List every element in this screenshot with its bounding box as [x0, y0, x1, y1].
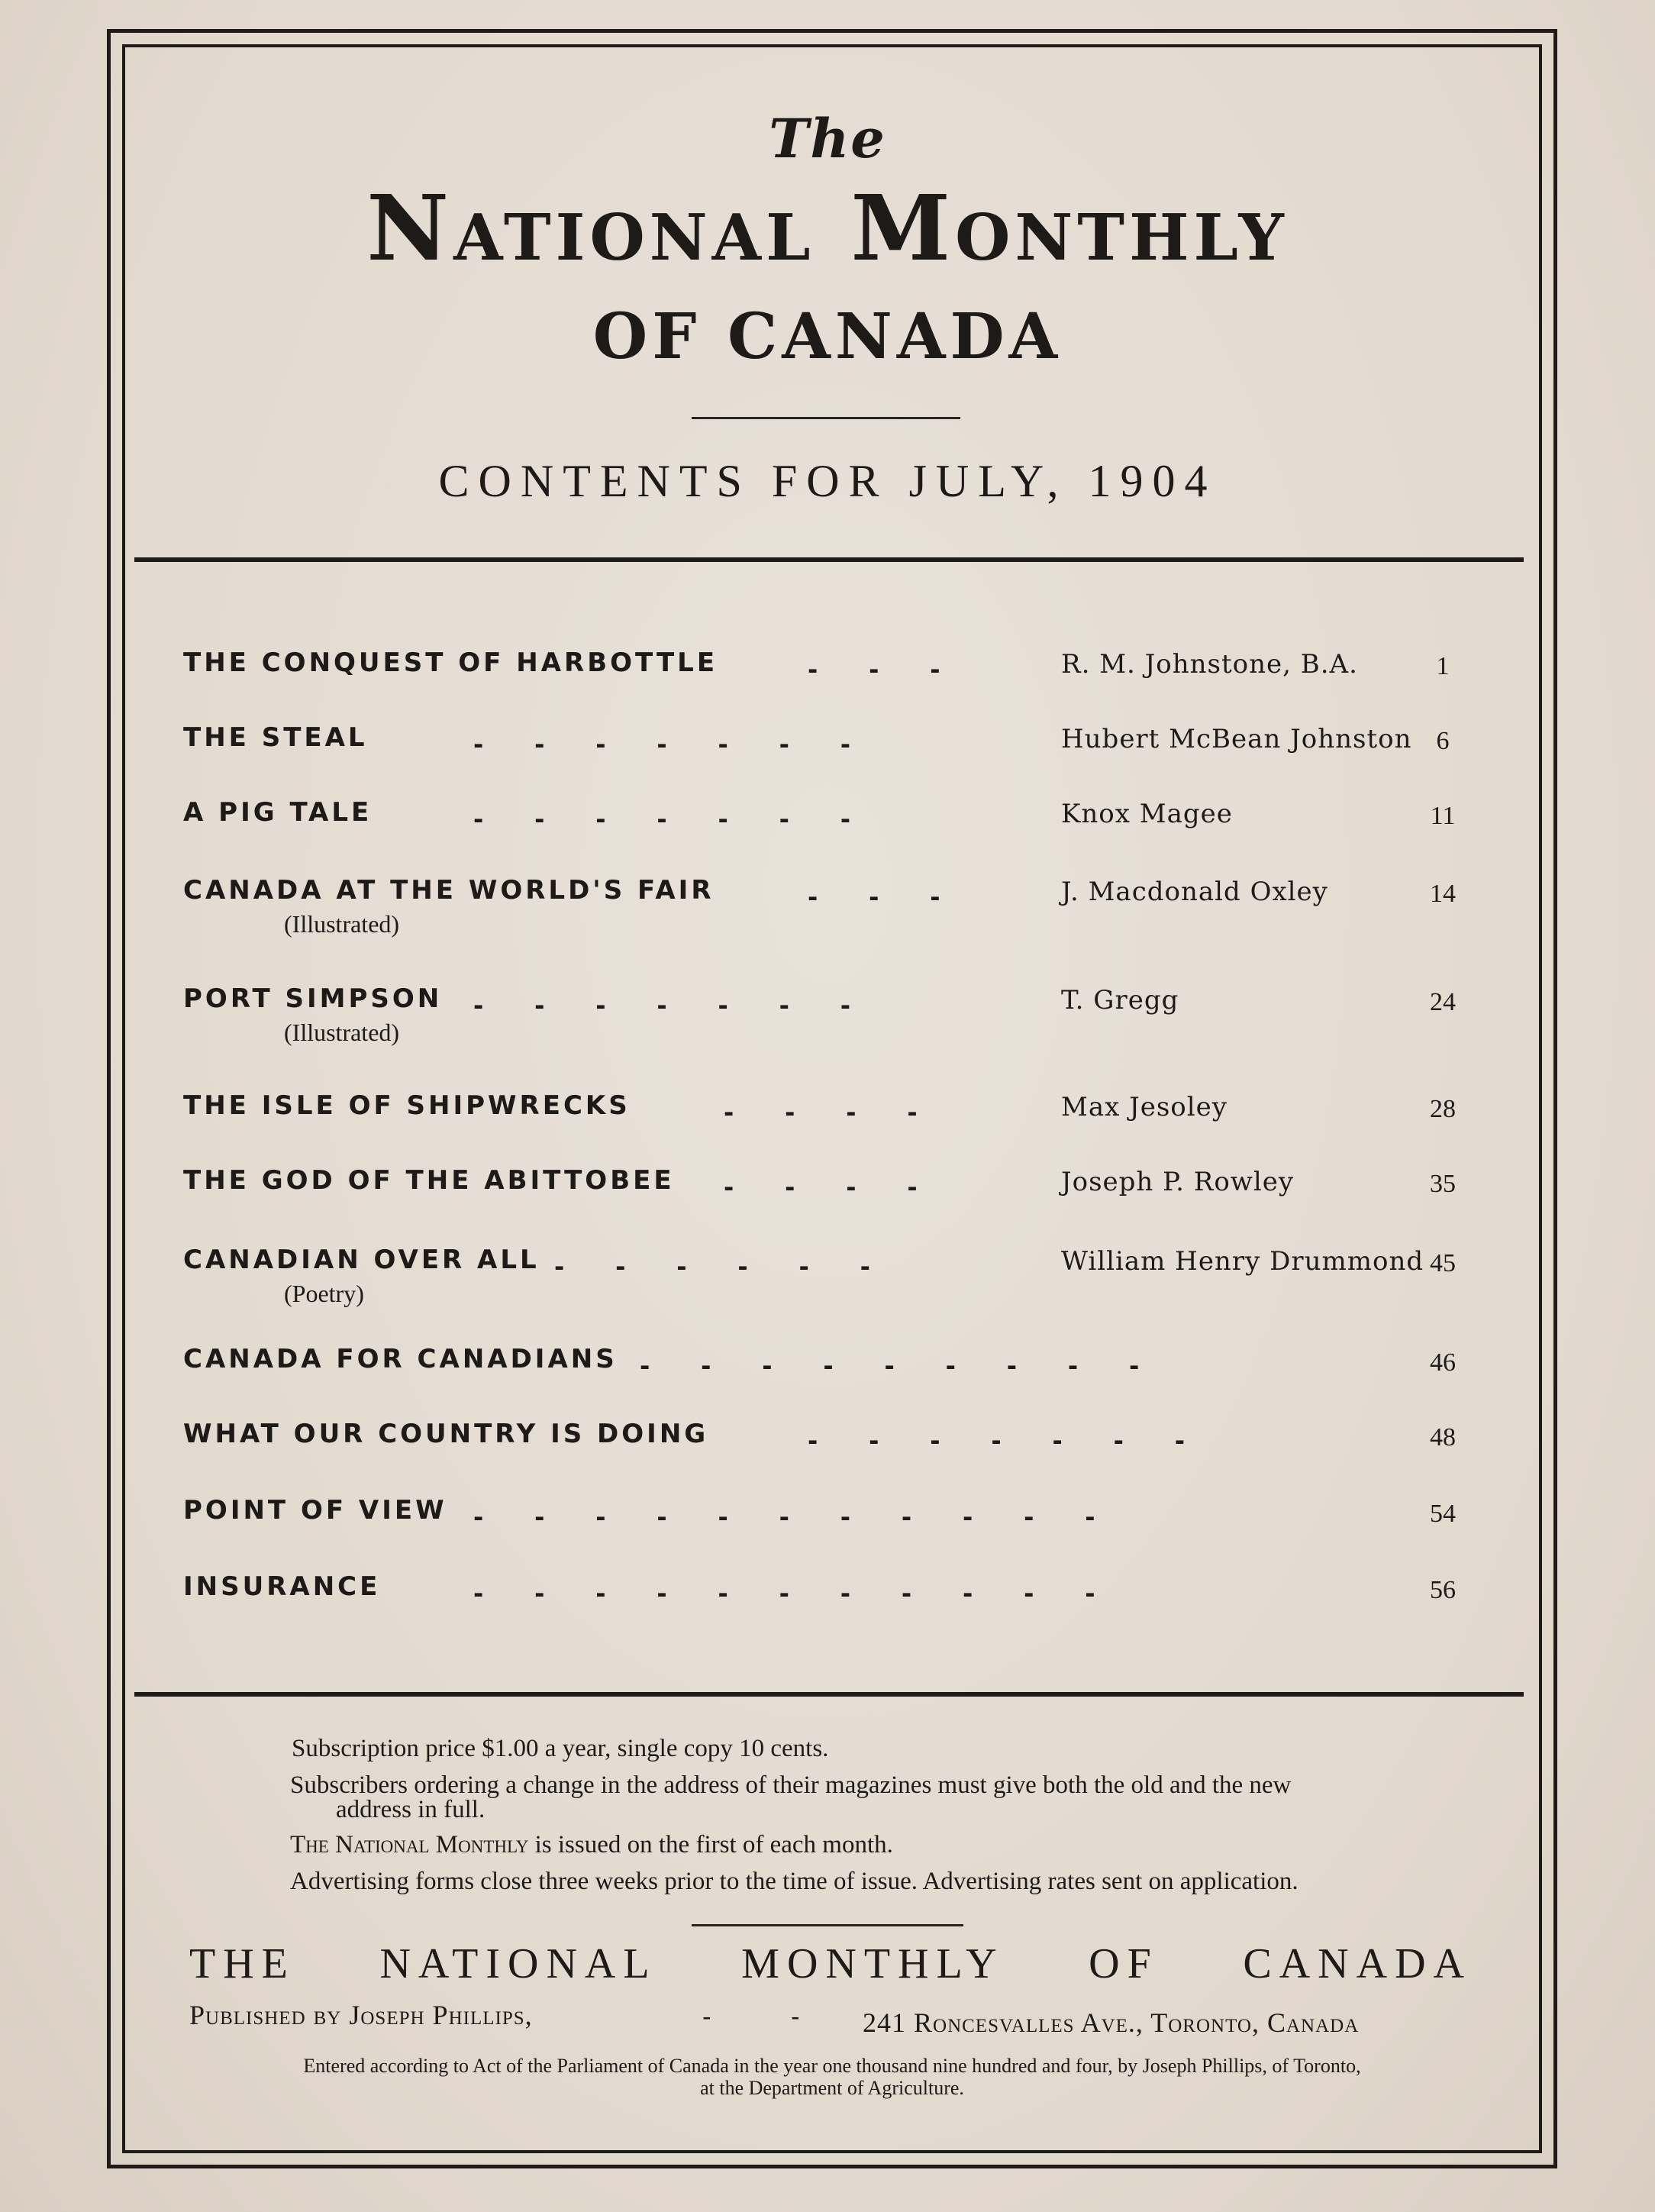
toc-title: INSURANCE	[183, 1571, 381, 1602]
toc-page: 48	[1430, 1423, 1456, 1452]
toc-page: 6	[1436, 727, 1450, 755]
address-change-notice: Subscribers ordering a change in the address of their magazines must give both the old and the new	[290, 1771, 1292, 1799]
copyright-line: at the Department of Agriculture.	[700, 2076, 964, 2099]
toc-page: 45	[1430, 1249, 1456, 1277]
toc-entry[interactable]	[0, 1419, 1655, 1487]
toc-page: 28	[1430, 1095, 1456, 1123]
footer-title-word: OF	[1089, 1940, 1159, 1988]
toc-title: THE STEAL	[183, 722, 368, 753]
toc-author: J. Macdonald Oxley	[1061, 877, 1328, 907]
toc-entry[interactable]	[0, 647, 1655, 716]
toc-entry[interactable]	[0, 983, 1655, 1052]
masthead-the: The	[769, 107, 886, 170]
toc-note: (Illustrated)	[284, 1019, 400, 1046]
toc-entry[interactable]	[0, 797, 1655, 866]
toc-author: Joseph P. Rowley	[1061, 1167, 1295, 1197]
toc-author: T. Gregg	[1061, 985, 1179, 1016]
toc-title: THE ISLE OF SHIPWRECKS	[183, 1090, 631, 1121]
toc-title: THE GOD OF THE ABITTOBEE	[183, 1165, 675, 1196]
leader-dots: - - -	[808, 883, 940, 912]
toc-author: R. M. Johnstone, B.A.	[1061, 649, 1358, 680]
advertising-notice: Advertising forms close three weeks prior to the time of issue. Advertising rates sent on application.	[290, 1868, 1299, 1895]
toc-page: 14	[1430, 880, 1456, 908]
bottom-divider	[134, 1692, 1524, 1697]
separator-dash: -	[702, 2002, 711, 2031]
subscription-price: Subscription price $1.00 a year, single copy 10 cents.	[292, 1735, 829, 1762]
leader-dots: - - - - - - -	[473, 991, 851, 1020]
toc-author: Knox Magee	[1061, 799, 1233, 829]
footer-title-word: NATIONAL	[379, 1940, 657, 1988]
address-change-notice-cont: address in full.	[336, 1796, 486, 1823]
contents-heading: CONTENTS FOR JULY, 1904	[438, 456, 1217, 506]
issue-notice-rest: is issued on the first of each month.	[528, 1831, 893, 1858]
separator-dash: -	[791, 2002, 800, 2031]
leader-dots: - - - - - - -	[473, 730, 851, 759]
leader-dots: - - - - - -	[554, 1252, 870, 1281]
publisher-line: Published by Joseph Phillips,	[189, 2000, 533, 2030]
copyright-line: Entered according to Act of the Parliament of Canada in the year one thousand nine hundred and four, by Joseph Phillips, of Toronto,	[303, 2055, 1361, 2077]
footer-title-word: MONTHLY	[741, 1940, 1005, 1988]
toc-page: 56	[1430, 1576, 1456, 1604]
toc-author: Hubert McBean Johnston	[1061, 724, 1412, 754]
issue-notice-name: The National Monthly	[290, 1831, 529, 1858]
toc-entry[interactable]	[0, 1090, 1655, 1159]
toc-entry[interactable]	[0, 722, 1655, 791]
leader-dots: - - -	[808, 655, 940, 684]
toc-entry[interactable]	[0, 1165, 1655, 1234]
toc-page: 46	[1430, 1348, 1456, 1377]
toc-note: (Poetry)	[284, 1280, 364, 1307]
footer-rule	[692, 1924, 963, 1926]
leader-dots: - - - - - - - - - - -	[473, 1579, 1095, 1608]
toc-title: CANADA AT THE WORLD'S FAIR	[183, 875, 715, 906]
toc-author: William Henry Drummond	[1061, 1246, 1424, 1277]
toc-title: WHAT OUR COUNTRY IS DOING	[183, 1419, 709, 1449]
toc-author: Max Jesoley	[1061, 1092, 1228, 1122]
toc-entry[interactable]	[0, 1344, 1655, 1413]
issue-notice	[290, 1831, 893, 1858]
masthead-title: National Monthly	[366, 175, 1289, 281]
masthead-subtitle: OF CANADA	[592, 300, 1063, 373]
leader-dots: - - - -	[724, 1173, 918, 1202]
toc-page: 11	[1430, 802, 1456, 830]
toc-entry[interactable]	[0, 1495, 1655, 1564]
toc-page: 54	[1430, 1500, 1456, 1528]
footer-title-word: CANADA	[1243, 1940, 1472, 1988]
toc-title: CANADA FOR CANADIANS	[183, 1344, 618, 1374]
footer-title-word: THE	[189, 1940, 295, 1988]
leader-dots: - - - - - - - - -	[640, 1351, 1140, 1380]
toc-title: POINT OF VIEW	[183, 1495, 447, 1526]
leader-dots: - - - - - - -	[808, 1426, 1186, 1455]
leader-dots: - - - -	[724, 1098, 918, 1127]
toc-title: A PIG TALE	[183, 797, 373, 828]
toc-title: CANADIAN OVER ALL	[183, 1245, 540, 1275]
copyright-notice	[183, 2055, 1481, 2099]
toc-page: 35	[1430, 1170, 1456, 1198]
footer-title	[189, 1939, 1472, 1988]
toc-note: (Illustrated)	[284, 910, 400, 938]
leader-dots: - - - - - - - - - - -	[473, 1503, 1095, 1532]
toc-page: 1	[1436, 652, 1450, 680]
toc-title: PORT SIMPSON	[183, 983, 443, 1014]
top-divider	[134, 557, 1524, 562]
toc-page: 24	[1430, 988, 1456, 1016]
toc-entry[interactable]	[0, 1571, 1655, 1640]
toc-title: THE CONQUEST OF HARBOTTLE	[183, 647, 718, 678]
toc-entry[interactable]	[0, 875, 1655, 944]
masthead-rule	[692, 417, 960, 419]
toc-entry[interactable]	[0, 1245, 1655, 1313]
publisher-address: 241 Roncesvalles Ave., Toronto, Canada	[863, 2007, 1360, 2038]
leader-dots: - - - - - - -	[473, 805, 851, 834]
